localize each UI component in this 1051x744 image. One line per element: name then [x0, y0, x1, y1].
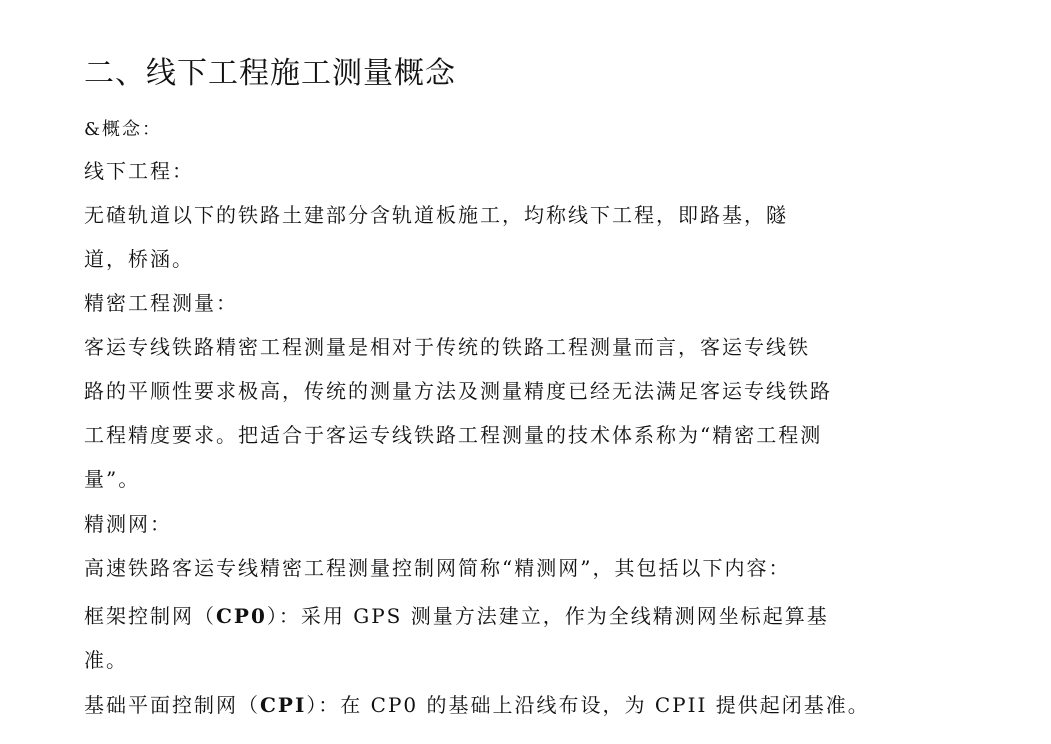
paragraph-line: 精密工程测量：: [84, 291, 238, 315]
paragraph-line: 客运专线铁路精密工程测量是相对于传统的铁路工程测量而言，客运专线铁: [84, 335, 810, 359]
paragraph-line: 高速铁路客运专线精密工程测量控制网简称“精测网”，其包括以下内容：: [84, 556, 791, 580]
cp0-line: [84, 601, 829, 631]
paragraph-line: 线下工程：: [84, 159, 194, 183]
cp0-suffix: ）：采用 GPS 测量方法建立，作为全线精测网坐标起算基: [266, 604, 829, 628]
section-heading: 二、线下工程施工测量概念: [84, 56, 456, 91]
paragraph-line: 道，桥涵。: [84, 247, 194, 271]
cpi-line: [84, 690, 870, 720]
paragraph-line: 量”。: [84, 467, 141, 491]
concept-label: &概念：: [84, 119, 163, 140]
cpi-prefix: 基础平面控制网（: [84, 693, 260, 717]
paragraph-line: 无碴轨道以下的铁路土建部分含轨道板施工，均称线下工程，即路基，隧: [84, 203, 788, 227]
cp0-code: CP0: [216, 604, 267, 628]
cp0-prefix: 框架控制网（: [84, 604, 216, 628]
cpi-code: CPI: [260, 693, 307, 717]
paragraph-line: 精测网：: [84, 512, 172, 536]
paragraph-line: 路的平顺性要求极高，传统的测量方法及测量精度已经无法满足客运专线铁路: [84, 379, 832, 403]
paragraph-line: 准。: [84, 648, 128, 672]
paragraph-line: 工程精度要求。把适合于客运专线铁路工程测量的技术体系称为“精密工程测: [84, 423, 823, 447]
cpi-suffix: ）：在 CP0 的基础上沿线布设，为 CPII 提供起闭基准。: [306, 693, 870, 717]
